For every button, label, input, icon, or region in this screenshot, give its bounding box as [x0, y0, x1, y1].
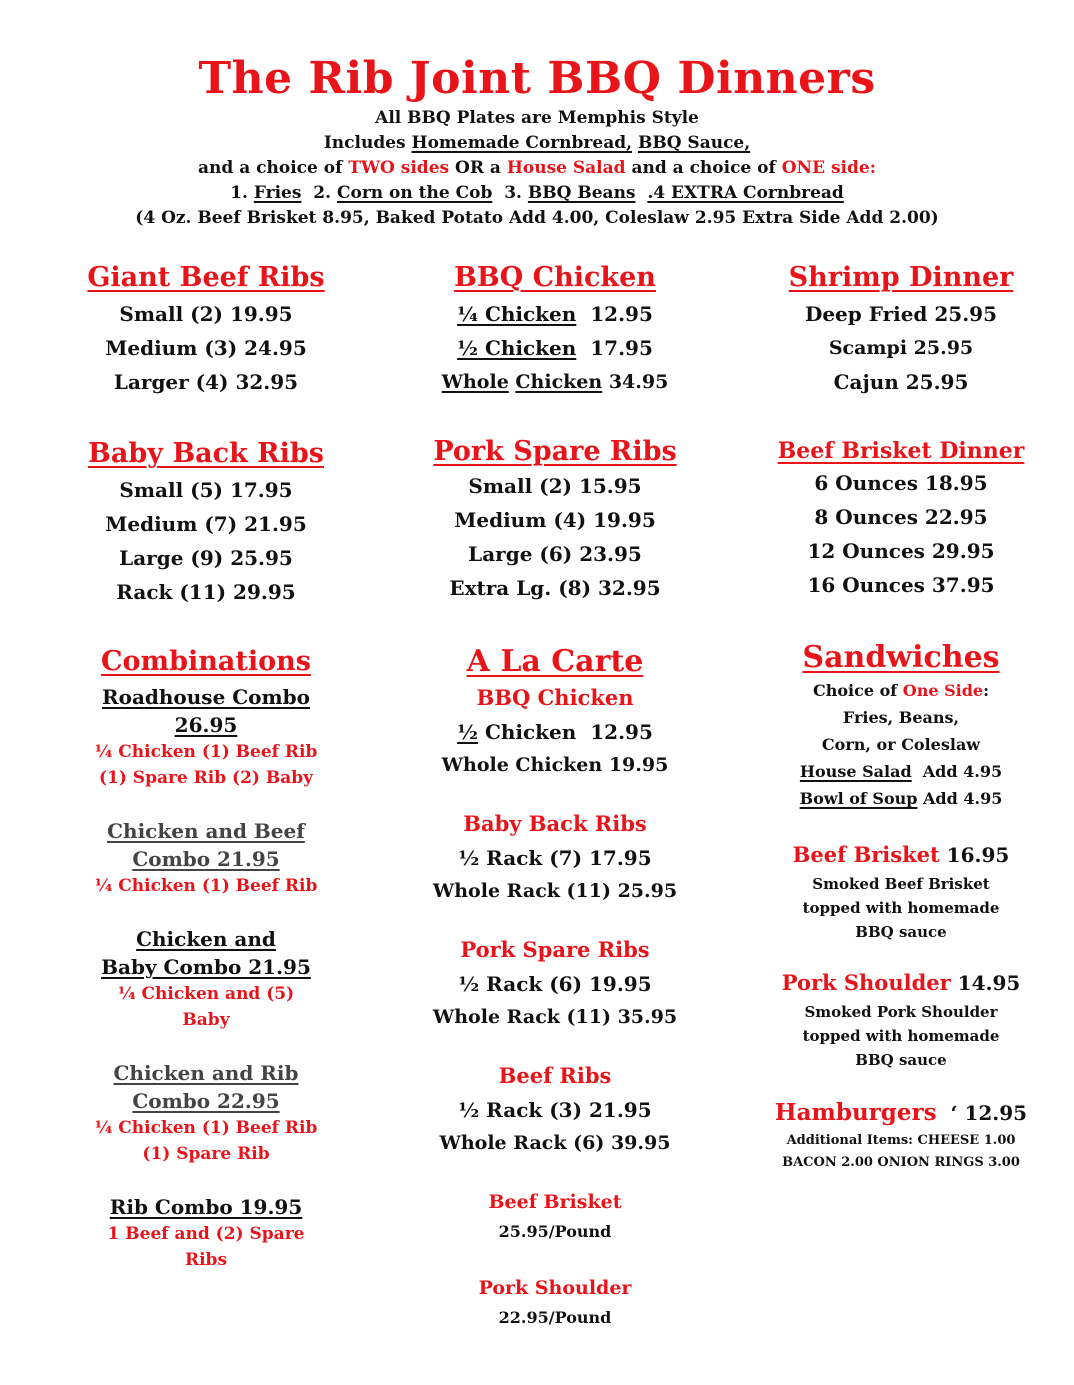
combo-desc: (1) Spare Rib (2) Baby — [98, 768, 314, 788]
header-line-extras: (4 Oz. Beef Brisket 8.95, Baked Potato Add 4.00, Coleslaw 2.95 Extra Side Add 2.00) — [135, 208, 939, 228]
section-title: BBQ Chicken — [454, 262, 656, 293]
menu-item: Scampi 25.95 — [828, 337, 974, 359]
menu-item: ½ Rack (6) 19.95 — [458, 972, 652, 996]
section-giant-beef-ribs — [50, 262, 362, 399]
combo-desc: (1) Spare Rib — [142, 1144, 270, 1164]
sub-heading: BBQ Chicken — [476, 685, 634, 710]
menu-item: Whole Rack (6) 39.95 — [439, 1132, 671, 1154]
sub-heading: Pork Shoulder — [478, 1277, 632, 1299]
combo-price: Combo 21.95 — [132, 847, 280, 871]
menu-item: Whole Rack (11) 25.95 — [432, 880, 678, 902]
menu-item: Whole Chicken 19.95 — [441, 754, 669, 776]
sandwich-desc: topped with homemade — [802, 1027, 1000, 1045]
sandwich-choice-line: Choice of One Side: — [813, 681, 989, 700]
section-sandwiches — [742, 640, 1060, 1174]
section-shrimp-dinner — [742, 262, 1060, 399]
combo-desc: ¼ Chicken (1) Beef Rib — [94, 742, 318, 762]
sandwich-desc: BBQ sauce — [855, 923, 947, 941]
menu-item: ¼ Chicken 12.95 — [457, 302, 653, 326]
menu-item: 25.95/Pound — [498, 1222, 612, 1241]
sub-heading: Baby Back Ribs — [463, 811, 647, 836]
combo-desc: ¼ Chicken (1) Beef Rib — [94, 876, 318, 896]
menu-item: 12 Ounces 29.95 — [807, 539, 995, 563]
section-title: Pork Spare Ribs — [433, 436, 677, 467]
combo-name: Rib Combo 19.95 — [109, 1195, 303, 1219]
combo-name: Chicken and Beef — [107, 819, 305, 843]
cornbread-text: Homemade Cornbread, — [411, 133, 633, 153]
section-combinations — [50, 646, 362, 1273]
combo-desc: ¼ Chicken (1) Beef Rib — [94, 1118, 318, 1138]
section-beef-brisket-dinner — [742, 438, 1060, 602]
sandwich-sides-line: Fries, Beans, — [842, 708, 960, 727]
menu-header — [0, 52, 1074, 231]
combo-name: Roadhouse Combo — [101, 685, 311, 709]
menu-item: ½ Rack (3) 21.95 — [458, 1098, 652, 1122]
combo-desc: ¼ Chicken and (5) — [117, 984, 295, 1004]
menu-item: Whole Chicken 34.95 — [441, 371, 669, 393]
menu-item: Rack (11) 29.95 — [116, 580, 296, 604]
header-line-includes: Includes Homemade Cornbread, BBQ Sauce, — [323, 133, 751, 153]
menu-item: 16 Ounces 37.95 — [807, 573, 995, 597]
menu-item: ½ Chicken 17.95 — [457, 336, 653, 360]
section-title: Beef Brisket Dinner — [777, 438, 1025, 464]
section-baby-back-ribs — [50, 438, 362, 609]
sub-heading: Pork Spare Ribs — [460, 937, 650, 962]
menu-item: Large (9) 25.95 — [119, 546, 293, 570]
sandwich-desc: BBQ sauce — [855, 1051, 947, 1069]
section-bbq-chicken — [400, 262, 710, 399]
section-pork-spare-ribs — [400, 436, 710, 605]
sandwich-hamburgers: Hamburgers ‘ 12.95 — [774, 1099, 1028, 1126]
section-title: Baby Back Ribs — [88, 438, 324, 469]
section-title: Giant Beef Ribs — [87, 262, 325, 293]
menu-item: Medium (4) 19.95 — [454, 508, 656, 532]
menu-item: ½ Chicken 12.95 — [457, 720, 653, 744]
header-line-style: All BBQ Plates are Memphis Style — [375, 108, 699, 128]
sandwich-desc: Smoked Pork Shoulder — [804, 1003, 998, 1021]
header-line-choice: and a choice of TWO sides OR a House Salad and a choice of ONE side: — [198, 158, 876, 178]
menu-item: ½ Rack (7) 17.95 — [458, 846, 652, 870]
menu-item: 6 Ounces 18.95 — [814, 471, 988, 495]
section-title: Sandwiches — [802, 640, 1000, 675]
house-salad-line: House Salad Add 4.95 — [799, 762, 1003, 781]
header-line-sides: 1. Fries 2. Corn on the Cob 3. BBQ Beans .4 EXTRA Cornbread — [230, 183, 844, 203]
sandwich-beef-brisket: Beef Brisket 16.95 — [792, 842, 1010, 867]
section-title: Shrimp Dinner — [788, 262, 1014, 293]
menu-item: Medium (3) 24.95 — [105, 336, 307, 360]
section-a-la-carte — [400, 644, 710, 1331]
menu-item: Small (2) 19.95 — [119, 302, 293, 326]
sauce-text: BBQ Sauce, — [637, 133, 751, 153]
combo-price: Baby Combo 21.95 — [101, 955, 311, 979]
menu-item: Small (2) 15.95 — [468, 474, 642, 498]
section-title: A La Carte — [466, 644, 644, 679]
sandwich-pork-shoulder: Pork Shoulder 14.95 — [781, 970, 1021, 995]
hamburger-extras: Additional Items: CHEESE 1.00 — [786, 1133, 1016, 1148]
menu-item: 8 Ounces 22.95 — [814, 505, 988, 529]
sub-heading: Beef Brisket — [488, 1191, 622, 1213]
combo-desc: 1 Beef and (2) Spare — [107, 1224, 305, 1244]
combo-price: Combo 22.95 — [132, 1089, 280, 1113]
sandwich-desc: Smoked Beef Brisket — [812, 875, 990, 893]
sandwich-sides-line: Corn, or Coleslaw — [821, 735, 981, 754]
menu-item: Whole Rack (11) 35.95 — [432, 1006, 678, 1028]
combo-desc: Baby — [182, 1010, 230, 1030]
menu-title: The Rib Joint BBQ Dinners — [198, 53, 876, 104]
menu-item: Large (6) 23.95 — [468, 542, 642, 566]
combo-name: Chicken and Rib — [113, 1061, 299, 1085]
menu-item: Small (5) 17.95 — [119, 478, 293, 502]
sandwich-desc: topped with homemade — [802, 899, 1000, 917]
combo-price: 26.95 — [174, 713, 238, 737]
section-title: Combinations — [101, 646, 311, 677]
combo-desc: Ribs — [184, 1250, 228, 1270]
sub-heading: Beef Ribs — [498, 1063, 612, 1088]
combo-name: Chicken and — [136, 927, 276, 951]
bowl-soup-line: Bowl of Soup Add 4.95 — [799, 789, 1003, 808]
menu-item: Larger (4) 32.95 — [113, 370, 299, 394]
menu-item: Extra Lg. (8) 32.95 — [449, 576, 661, 600]
menu-item: Deep Fried 25.95 — [804, 302, 998, 326]
hamburger-extras: BACON 2.00 ONION RINGS 3.00 — [782, 1155, 1020, 1170]
menu-item: Cajun 25.95 — [833, 370, 969, 394]
menu-item: 22.95/Pound — [498, 1308, 612, 1327]
menu-item: Medium (7) 21.95 — [105, 512, 307, 536]
